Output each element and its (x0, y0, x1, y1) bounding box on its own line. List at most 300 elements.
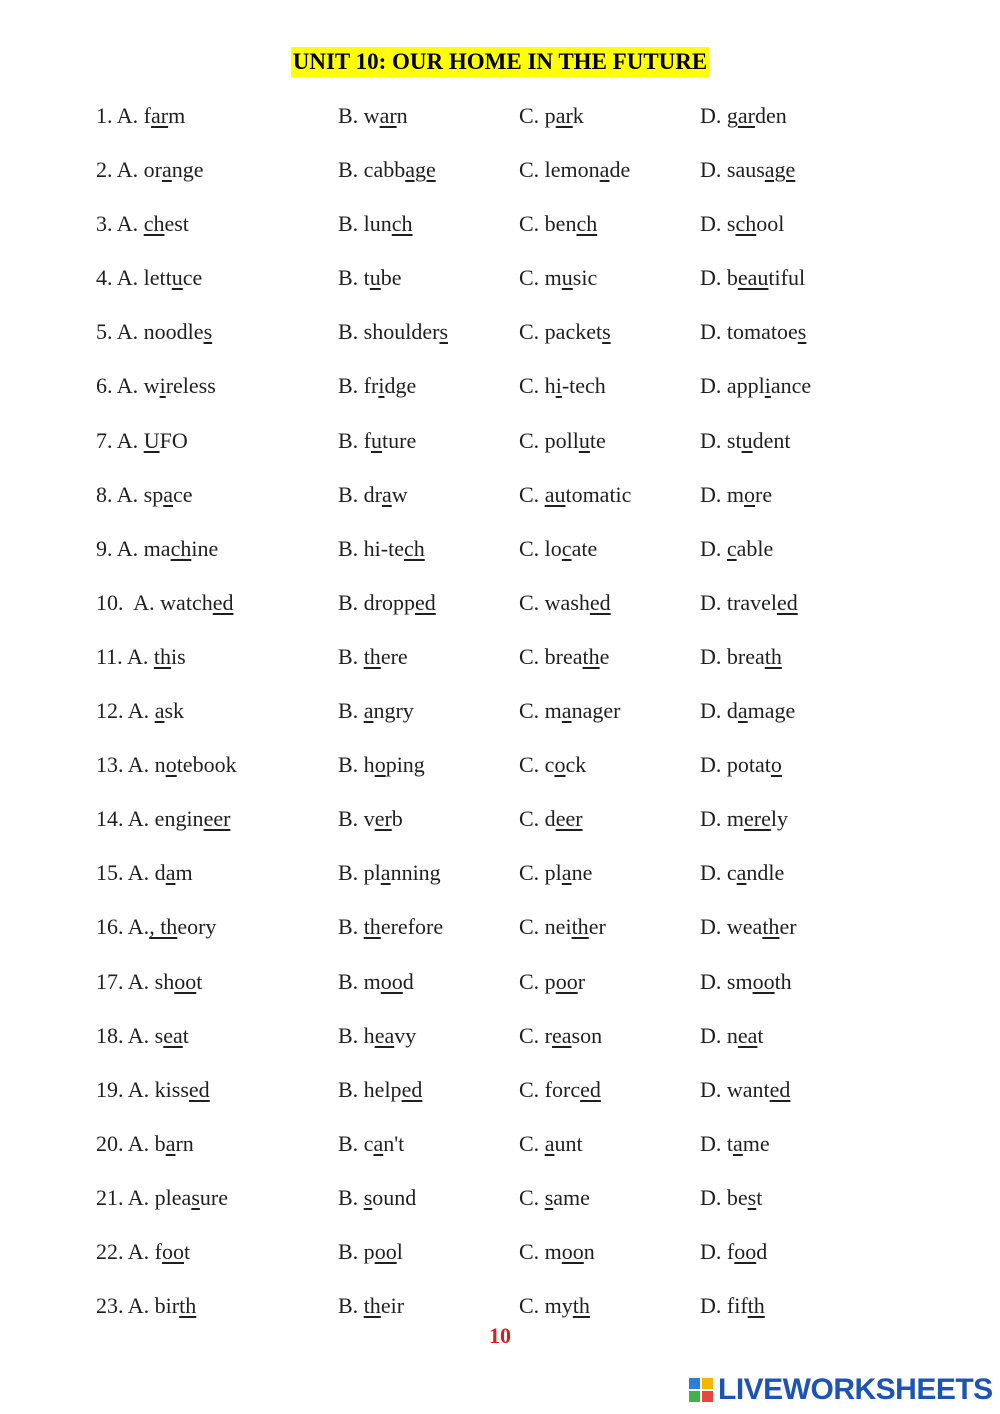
option-text-before: 16. A. (96, 914, 150, 940)
option-text-before: D. g (700, 103, 738, 128)
option-c (519, 1292, 590, 1320)
option-a (96, 156, 204, 184)
underlined-sound: oo (561, 1238, 584, 1264)
option-text-after: m (168, 103, 186, 128)
question-row (0, 314, 1000, 368)
underlined-sound: o (770, 752, 782, 778)
underlined-sound: a (561, 860, 572, 886)
option-text-after: ool (756, 211, 785, 237)
option-d (700, 589, 798, 617)
underlined-sound: eer (555, 806, 583, 832)
option-a (96, 427, 188, 455)
option-a (96, 805, 230, 833)
underlined-sound: th (363, 643, 381, 669)
underlined-sound: ar (151, 103, 169, 128)
option-b (338, 751, 425, 779)
option-d (700, 697, 795, 725)
underlined-sound: ea (737, 1022, 758, 1048)
option-text-after: ndle (746, 860, 785, 886)
option-text-after: erefore (380, 914, 444, 940)
underlined-sound: a (163, 481, 174, 507)
option-d (700, 1076, 790, 1104)
underlined-sound: a (154, 698, 165, 724)
option-b (338, 1184, 416, 1212)
option-text-before: C. m (519, 1238, 562, 1264)
option-text-before: B. (338, 643, 364, 669)
option-c (519, 318, 611, 346)
option-text-before: C. p (519, 103, 556, 128)
option-text-before: C. (519, 1184, 545, 1210)
option-a (96, 589, 233, 617)
option-text-after: ere (380, 643, 408, 669)
option-text-before: B. shoulder (338, 319, 440, 345)
option-text-before: C. c (519, 752, 555, 778)
underlined-sound: oo (162, 1238, 184, 1264)
option-b (338, 1130, 404, 1158)
option-text-after: t (756, 1184, 763, 1210)
underlined-sound: a (544, 1130, 555, 1156)
option-text-before: 19. A. kiss (96, 1076, 189, 1102)
underlined-sound: th (153, 643, 171, 669)
option-text-before: C. m (519, 698, 562, 724)
option-text-before: D. appl (700, 373, 765, 399)
option-text-after: b (391, 806, 403, 832)
option-text-before: C. d (519, 806, 556, 832)
question-row (0, 693, 1000, 747)
option-text-before: B. c (338, 1130, 374, 1156)
underlined-sound: a (737, 698, 748, 724)
option-text-after: t (184, 1238, 191, 1264)
option-text-after: n (396, 103, 408, 128)
option-text-after: able (736, 535, 774, 561)
question-row (0, 98, 1000, 152)
option-d (700, 968, 792, 996)
option-d (700, 535, 773, 563)
option-text-after: tiful (768, 265, 806, 291)
option-c (519, 643, 609, 671)
option-d (700, 751, 782, 779)
option-c (519, 481, 631, 509)
option-a (96, 1238, 190, 1266)
option-a (96, 697, 184, 725)
question-list (0, 98, 1000, 1342)
option-b (338, 643, 408, 671)
option-text-before: B. lun (338, 211, 392, 237)
option-text-before: 3. A. (96, 211, 144, 237)
option-text-after: ame (553, 1184, 590, 1210)
underlined-sound: ea (163, 1022, 183, 1048)
option-text-after: er (588, 914, 606, 940)
option-a (96, 102, 185, 130)
option-text-before: 17. A. sh (96, 968, 175, 994)
option-text-after: t (196, 968, 203, 994)
option-a (96, 481, 193, 509)
option-text-before: 7. A. (96, 427, 144, 453)
option-text-after: ture (382, 427, 417, 453)
underlined-sound: c (561, 535, 572, 561)
question-row (0, 747, 1000, 801)
underlined-sound: o (374, 752, 386, 778)
option-text-before: 5. A. noodle (96, 319, 204, 345)
option-d (700, 805, 788, 833)
option-text-before: B. p (338, 1238, 375, 1264)
option-text-before: D. tomatoe (700, 319, 798, 345)
option-text-after: -tech (561, 373, 606, 399)
option-c (519, 589, 611, 617)
option-text-before: 1. A. f (96, 103, 151, 128)
underlined-sound: a (165, 860, 176, 886)
underlined-sound: age (405, 157, 436, 183)
option-b (338, 1076, 422, 1104)
question-row (0, 1234, 1000, 1288)
option-a (96, 1184, 228, 1212)
option-text-after: FO (159, 427, 188, 453)
question-row (0, 909, 1000, 963)
option-text-before: D. b (700, 265, 738, 291)
option-text-before: D. m (700, 481, 744, 507)
option-text-before: 21. A. plea (96, 1184, 192, 1210)
option-d (700, 913, 797, 941)
option-text-before: 10. A. watch (96, 589, 213, 615)
option-b (338, 264, 402, 292)
option-c (519, 427, 606, 455)
option-d (700, 156, 795, 184)
option-b (338, 805, 403, 833)
option-text-after: re (755, 481, 773, 507)
option-d (700, 859, 784, 887)
underlined-sound: i (555, 373, 562, 399)
option-text-after: ance (770, 373, 812, 399)
option-d (700, 264, 805, 292)
option-text-after: n't (383, 1130, 405, 1156)
underlined-sound: ed (589, 589, 611, 615)
option-c (519, 805, 583, 833)
option-text-after: eir (380, 1293, 405, 1319)
option-text-before: 18. A. s (96, 1022, 164, 1048)
option-text-after: k (572, 103, 584, 128)
option-a (96, 751, 237, 779)
option-text-before: C. forc (519, 1076, 581, 1102)
option-text-before: B. h (338, 752, 375, 778)
underlined-sound: ch (170, 535, 192, 561)
underlined-sound: a (363, 698, 374, 724)
option-text-before: B. f (338, 427, 371, 453)
option-b (338, 1292, 404, 1320)
option-c (519, 264, 597, 292)
option-b (338, 372, 416, 400)
option-text-before: 4. A. lett (96, 265, 172, 291)
option-text-before: B. h (338, 1022, 375, 1048)
question-row (0, 639, 1000, 693)
option-b (338, 535, 425, 563)
option-text-before: B. (338, 698, 364, 724)
option-text-after: ure (199, 1184, 228, 1210)
question-row (0, 1018, 1000, 1072)
underlined-sound: ea (374, 1022, 395, 1048)
question-row (0, 1180, 1000, 1234)
brand-name: LIVEWORKSHEETS (718, 1373, 993, 1406)
option-text-before: 11. A. (96, 643, 154, 669)
option-text-before: B. help (338, 1076, 402, 1102)
option-text-before: C. m (519, 265, 562, 291)
option-b (338, 156, 436, 184)
liveworksheets-logo-icon (688, 1377, 714, 1403)
option-b (338, 1238, 403, 1266)
option-text-before: D. f (700, 1238, 735, 1264)
option-text-before: C. r (519, 1022, 552, 1048)
option-d (700, 318, 806, 346)
option-b (338, 859, 441, 887)
underlined-sound: s (191, 1184, 200, 1210)
option-text-before: D. travel (700, 589, 777, 615)
option-d (700, 481, 772, 509)
option-b (338, 1022, 416, 1050)
option-text-before: B. cabb (338, 157, 406, 183)
option-a (96, 210, 189, 238)
option-text-after: unt (554, 1130, 583, 1156)
option-text-before: C. (519, 1130, 545, 1156)
option-text-after: ce (182, 265, 203, 291)
option-c (519, 156, 630, 184)
option-d (700, 102, 787, 130)
option-c (519, 1022, 602, 1050)
question-row (0, 423, 1000, 477)
option-b (338, 102, 408, 130)
underlined-sound: ch (404, 535, 425, 561)
option-b (338, 210, 413, 238)
question-row (0, 206, 1000, 260)
option-text-after: eory (177, 914, 217, 940)
option-a (96, 264, 202, 292)
option-a (96, 968, 202, 996)
underlined-sound: ar (555, 103, 573, 128)
option-text-after: e (599, 643, 610, 669)
option-text-after: ping (385, 752, 425, 778)
option-text-after: ck (565, 752, 587, 778)
option-a (96, 1076, 210, 1104)
question-row (0, 1072, 1000, 1126)
option-a (96, 859, 193, 887)
underlined-sound: th (179, 1293, 197, 1319)
underlined-sound: ed (188, 1076, 210, 1102)
option-a (96, 913, 216, 941)
underlined-sound: a (380, 860, 391, 886)
option-c (519, 1238, 595, 1266)
question-row (0, 152, 1000, 206)
underlined-sound: i (378, 373, 385, 399)
underlined-sound: oo (752, 968, 775, 994)
option-c (519, 968, 585, 996)
option-text-after: be (380, 265, 402, 291)
option-text-after: ly (770, 806, 788, 832)
underlined-sound: ea (552, 1022, 572, 1048)
option-a (96, 372, 216, 400)
option-text-after: t (182, 1022, 189, 1048)
option-text-before: C. pl (519, 860, 562, 886)
underlined-sound: U (143, 427, 160, 453)
option-c (519, 1184, 590, 1212)
option-text-before: C. p (519, 968, 556, 994)
option-text-after: rn (175, 1130, 194, 1156)
question-row (0, 260, 1000, 314)
option-b (338, 589, 436, 617)
underlined-sound: oo (174, 968, 197, 994)
underlined-sound: oo (734, 1238, 757, 1264)
underlined-sound: ch (391, 211, 413, 237)
underlined-sound: ed (776, 589, 798, 615)
underlined-sound: au (544, 481, 566, 507)
option-text-before: 15. A. d (96, 860, 166, 886)
option-text-before: D. saus (700, 157, 765, 183)
option-c (519, 1076, 601, 1104)
question-row (0, 477, 1000, 531)
option-text-before: B. hi-te (338, 535, 404, 561)
underlined-sound: ed (769, 1076, 791, 1102)
option-text-before: D. sm (700, 968, 753, 994)
option-a (96, 1022, 189, 1050)
option-text-before: 2. A. or (96, 157, 162, 183)
question-row (0, 855, 1000, 909)
option-text-after: den (754, 103, 787, 128)
option-c (519, 751, 586, 779)
option-c (519, 372, 606, 400)
option-text-after: nge (171, 157, 204, 183)
option-text-before: 23. A. bir (96, 1293, 180, 1319)
question-row (0, 964, 1000, 1018)
underlined-sound: u (741, 427, 753, 453)
option-text-before: B. t (338, 265, 370, 291)
underlined-sound: th (762, 914, 780, 940)
underlined-sound: , th (149, 914, 178, 940)
underlined-sound: i (764, 373, 771, 399)
underlined-sound: eau (737, 265, 769, 291)
option-text-after: ce (173, 481, 193, 507)
option-text-before: B. v (338, 806, 375, 832)
liveworksheets-brand (688, 1374, 993, 1406)
option-text-after: ate (571, 535, 598, 561)
option-b (338, 968, 414, 996)
underlined-sound: eer (203, 806, 231, 832)
option-a (96, 643, 186, 671)
option-text-before: D. m (700, 806, 744, 832)
underlined-sound: a (733, 1130, 743, 1156)
option-text-after: is (170, 643, 186, 669)
underlined-sound: i (159, 373, 166, 399)
option-c (519, 697, 620, 725)
option-text-before: B. dr (338, 481, 382, 507)
option-c (519, 535, 597, 563)
option-text-before: B. m (338, 968, 381, 994)
option-text-before: C. nei (519, 914, 572, 940)
underlined-sound: a (162, 157, 172, 183)
option-text-before: D. (700, 535, 727, 561)
underlined-sound: ed (415, 589, 436, 615)
underlined-sound: o (554, 752, 566, 778)
option-c (519, 1130, 583, 1158)
option-text-before: D. st (700, 427, 742, 453)
underlined-sound: s (203, 319, 213, 345)
option-d (700, 1184, 762, 1212)
option-b (338, 427, 416, 455)
underlined-sound: ed (401, 1076, 423, 1102)
option-text-after: ne (571, 860, 593, 886)
question-row (0, 585, 1000, 639)
underlined-sound: a (165, 1130, 176, 1156)
option-text-after: r (577, 968, 586, 994)
underlined-sound: s (747, 1184, 757, 1210)
option-text-before: D. c (700, 860, 737, 886)
underlined-sound: a (382, 481, 392, 507)
option-d (700, 427, 790, 455)
option-text-before: B. (338, 914, 364, 940)
option-b (338, 481, 408, 509)
underlined-sound: ed (580, 1076, 601, 1102)
underlined-sound: ch (143, 211, 165, 237)
option-text-before: D. t (700, 1130, 733, 1156)
option-text-after: tomatic (565, 481, 632, 507)
underlined-sound: c (726, 535, 737, 561)
option-text-before: D. fif (700, 1293, 748, 1319)
option-text-before: C. (519, 481, 545, 507)
option-text-before: C. packet (519, 319, 603, 345)
underlined-sound: ch (735, 211, 757, 237)
option-a (96, 1130, 194, 1158)
option-text-before: C. h (519, 373, 556, 399)
option-text-before: C. lo (519, 535, 562, 561)
underlined-sound: u (171, 265, 183, 291)
option-b (338, 913, 443, 941)
option-text-before: C. my (519, 1293, 573, 1319)
option-text-after: dent (752, 427, 791, 453)
underlined-sound: s (797, 319, 807, 345)
option-b (338, 697, 414, 725)
underlined-sound: ch (576, 211, 598, 237)
option-text-after: ine (191, 535, 219, 561)
option-text-after: te (589, 427, 606, 453)
underlined-sound: a (736, 860, 747, 886)
option-text-after: dge (384, 373, 417, 399)
option-text-after: vy (394, 1022, 417, 1048)
underlined-sound: a (561, 698, 572, 724)
underlined-sound: u (369, 265, 381, 291)
option-text-before: D. n (700, 1022, 738, 1048)
underlined-sound: u (561, 265, 573, 291)
underlined-sound: u (578, 427, 590, 453)
option-text-before: D. wea (700, 914, 763, 940)
option-text-after: nning (390, 860, 441, 886)
option-a (96, 318, 212, 346)
question-row (0, 1126, 1000, 1180)
option-text-before: 8. A. sp (96, 481, 164, 507)
option-b (338, 318, 448, 346)
underlined-sound: a (599, 157, 610, 183)
underlined-sound: ere (744, 806, 771, 832)
option-text-before: 22. A. f (96, 1238, 162, 1264)
option-text-after: reless (165, 373, 216, 399)
option-text-after: w (391, 481, 408, 507)
option-text-before: D. be (700, 1184, 748, 1210)
option-text-before: 9. A. ma (96, 535, 171, 561)
option-text-before: B. (338, 1293, 364, 1319)
option-text-after: sic (572, 265, 598, 291)
option-text-before: D. want (700, 1076, 770, 1102)
option-text-before: D. s (700, 211, 736, 237)
question-row (0, 801, 1000, 855)
option-text-before: B. (338, 1184, 364, 1210)
option-d (700, 1292, 765, 1320)
underlined-sound: ar (379, 103, 397, 128)
underlined-sound: ed (212, 589, 234, 615)
